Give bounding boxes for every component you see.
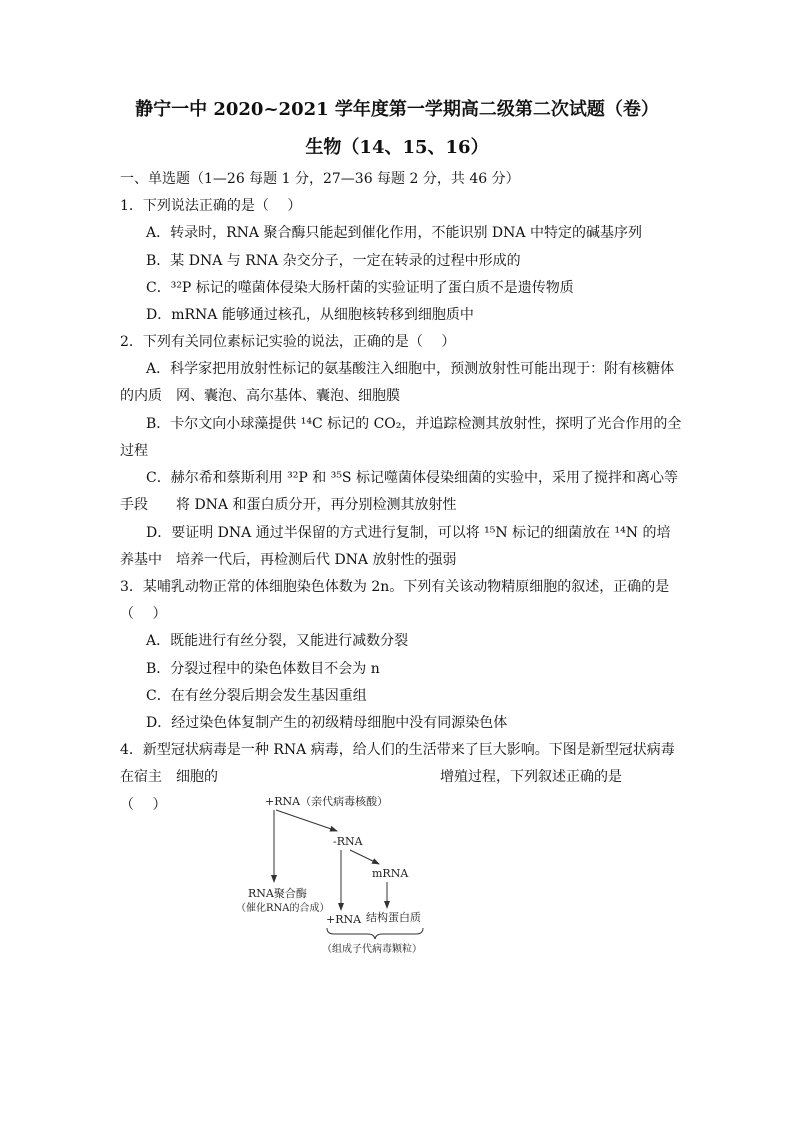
diagram-polymerase: RNA聚合酶: [248, 887, 307, 900]
q3-stem-line2: （ ）: [120, 606, 167, 622]
q1-option-b: B．某 DNA 与 RNA 杂交分子，一定在转录的过程中形成的: [146, 253, 521, 269]
q2-option-d-line1: D．要证明 DNA 通过半保留的方式进行复制，可以将 ¹⁵N 标记的细菌放在 ¹⁴N 的培: [146, 525, 671, 541]
q3-option-a: A．既能进行有丝分裂，又能进行减数分裂: [146, 633, 409, 649]
q1-option-a: A．转录时，RNA 聚合酶只能起到催化作用，不能识别 DNA 中特定的碱基序列: [146, 225, 642, 241]
q2-stem: 2．下列有关同位素标记实验的说法，正确的是（ ）: [120, 334, 456, 350]
q3-option-b: B．分裂过程中的染色体数目不会为 n: [146, 661, 380, 677]
q2-option-d-line2: 养基中 培养一代后，再检测后代 DNA 放射性的强弱: [120, 552, 457, 568]
q2-option-b-line1: B．卡尔文向小球藻提供 ¹⁴C 标记的 CO₂，并追踪检测其放射性，探明了光合作用的全: [146, 416, 682, 432]
arrow-to-mrna: [350, 850, 379, 864]
brace: [327, 928, 423, 939]
q4-stem-line3: （ ）: [120, 797, 167, 813]
q4-stem-line1: 4．新型冠状病毒是一种 RNA 病毒，给人们的生活带来了巨大影响。下图是新型冠状病毒: [120, 742, 675, 758]
q3-stem-line1: 3．某哺乳动物正常的体细胞染色体数为 2n。下列有关该动物精原细胞的叙述，正确的是: [120, 579, 670, 595]
q4-stem-line2-start: 在宿主 细胞的: [120, 769, 218, 785]
q2-option-b-line2: 过程: [120, 443, 148, 459]
q1-option-d: D．mRNA 能够通过核孔，从细胞核转移到细胞质中: [146, 307, 474, 323]
q3-option-d: D．经过染色体复制产生的初级精母细胞中没有同源染色体: [146, 715, 508, 731]
exam-subtitle: 生物（14、15、16）: [305, 137, 489, 158]
exam-title: 静宁一中 2020~2021 学年度第一学期高二级第二次试题（卷）: [135, 99, 659, 120]
q2-option-a-line1: A．科学家把用放射性标记的氨基酸注入细胞中，预测放射性可能出现于：附有核糖体: [146, 361, 675, 377]
q1-option-c: C．³²P 标记的噬菌体侵染大肠杆菌的实验证明了蛋白质不是遗传物质: [146, 280, 574, 296]
diagram-parent-rna: +RNA（亲代病毒核酸）: [265, 795, 389, 808]
q3-option-c: C．在有丝分裂后期会发生基因重组: [146, 688, 367, 704]
diagram-brace-label: （组成子代病毒颗粒）: [322, 944, 422, 955]
diagram-mrna: mRNA: [372, 867, 409, 880]
q1-stem: 1．下列说法正确的是（ ）: [120, 198, 302, 214]
q4-stem-line2-end: 增殖过程，下列叙述正确的是: [440, 769, 622, 785]
diagram-plus-rna: +RNA: [326, 913, 362, 926]
q2-option-c-line2: 手段 将 DNA 和蛋白质分开，再分别检测其放射性: [120, 497, 457, 513]
diagram-minus-rna: -RNA: [333, 835, 363, 848]
q2-option-a-line2: 的内质 网、囊泡、高尔基体、囊泡、细胞膜: [120, 388, 400, 404]
section-heading: 一、单选题（1—26 每题 1 分，27—36 每题 2 分，共 46 分）: [120, 171, 520, 187]
diagram-structural-protein: 结构蛋白质: [366, 911, 421, 924]
diagram-polymerase-note: （催化RNA的合成）: [236, 903, 330, 914]
arrow-to-minus-rna: [276, 810, 337, 831]
q2-option-c-line1: C．赫尔希和蔡斯利用 ³²P 和 ³⁵S 标记噬菌体侵染细菌的实验中，采用了搅拌和离心等: [146, 470, 678, 486]
